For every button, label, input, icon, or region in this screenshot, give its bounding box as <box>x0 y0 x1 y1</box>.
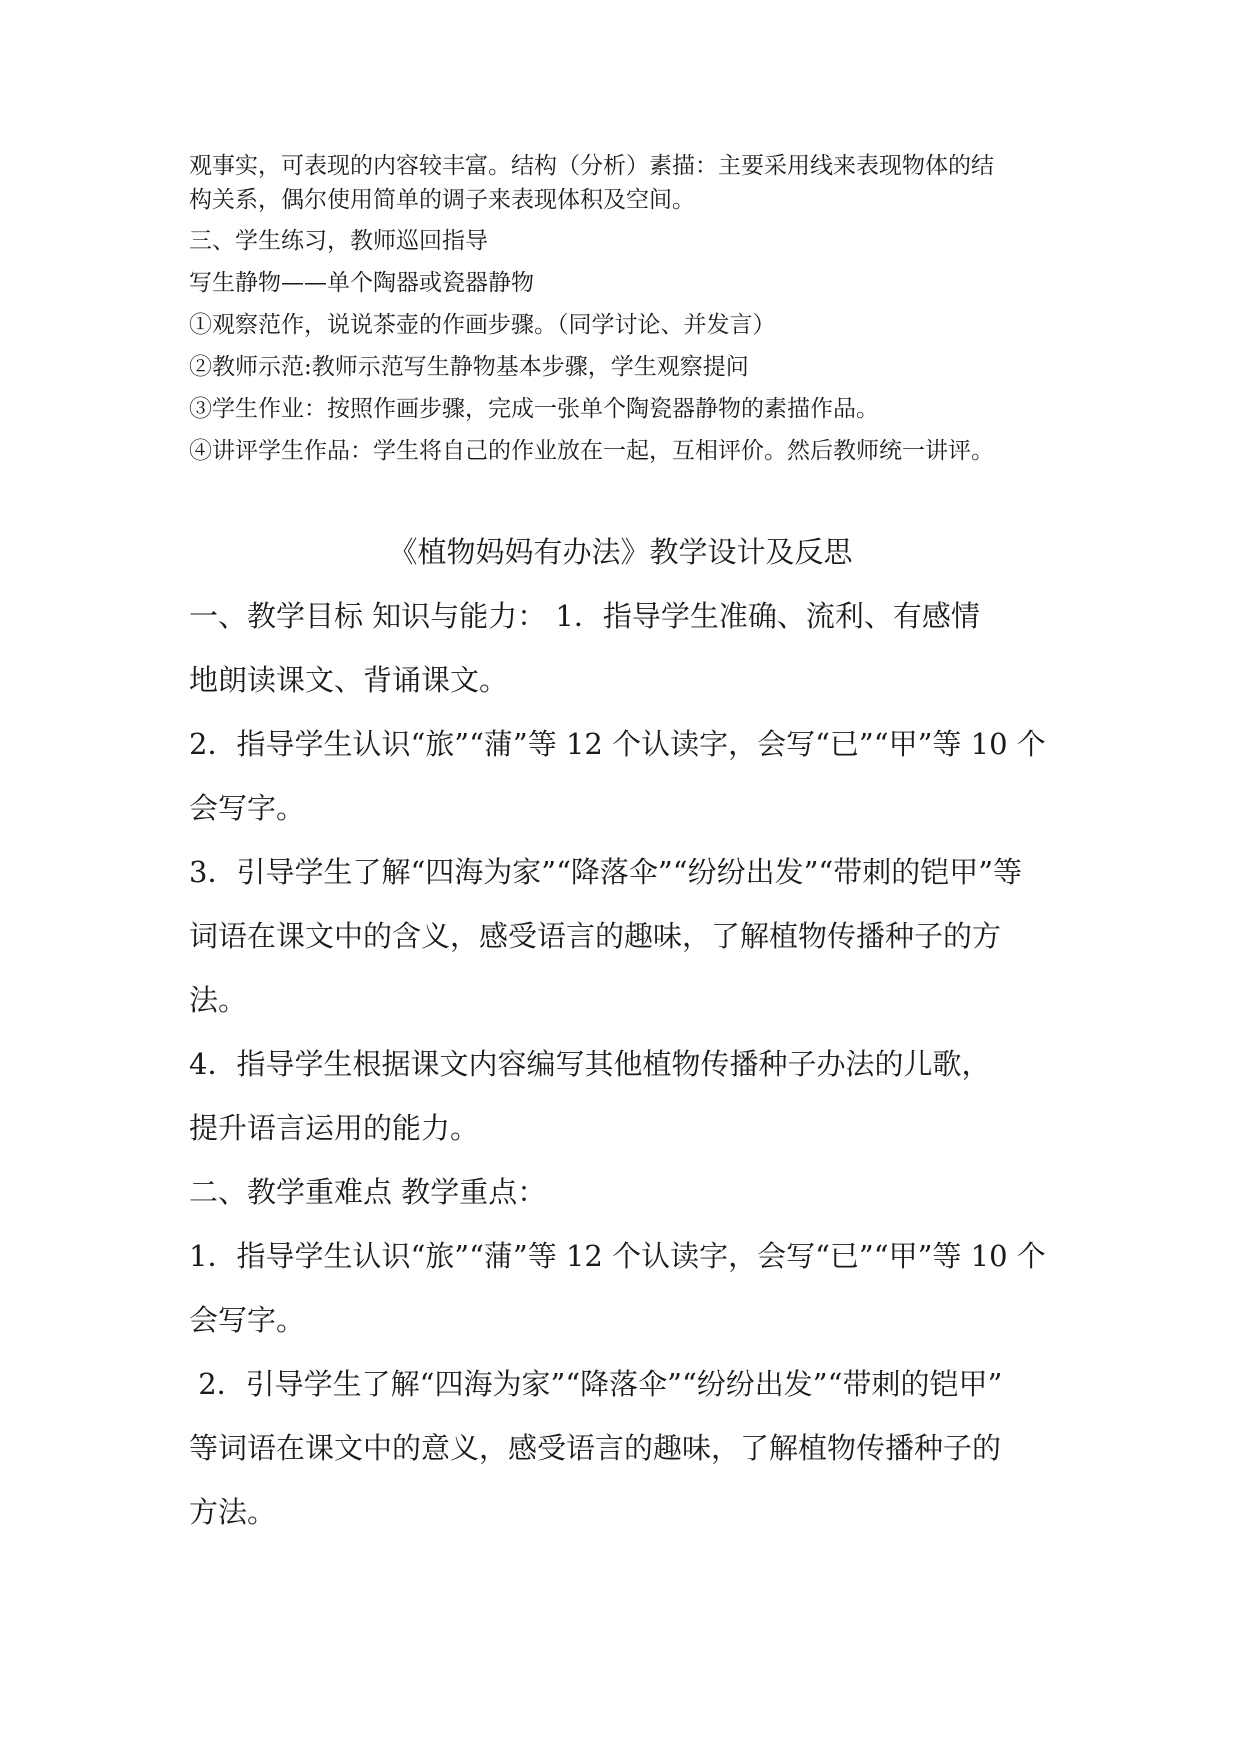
list-item: 2．指导学生认识“旅”“蒲”等 12 个认读字，会写“已”“甲”等 10 个 <box>189 727 1046 761</box>
paragraph-line: 观事实，可表现的内容较丰富。结构（分析）素描：主要采用线来表现物体的结 <box>189 153 994 179</box>
list-item: ①观察范作，说说茶壶的作画步骤。（同学讨论、并发言） <box>189 312 776 338</box>
paragraph-line: 会写字。 <box>189 791 306 825</box>
document-title: 《植物妈妈有办法》教学设计及反思 <box>388 535 853 569</box>
paragraph-line: 方法。 <box>189 1495 277 1529</box>
section-heading: 一、教学目标 知识与能力： 1．指导学生准确、流利、有感情 <box>189 599 980 633</box>
list-item: 3．引导学生了解“四海为家”“降落伞”“纷纷出发”“带刺的铠甲”等 <box>189 855 1023 889</box>
paragraph-line: 地朗读课文、背诵课文。 <box>189 663 509 697</box>
list-item: 4．指导学生根据课文内容编写其他植物传播种子办法的儿歌， <box>189 1047 991 1081</box>
list-item: ②教师示范:教师示范写生静物基本步骤，学生观察提问 <box>189 354 749 380</box>
list-item: 1．指导学生认识“旅”“蒲”等 12 个认读字，会写“已”“甲”等 10 个 <box>189 1239 1046 1273</box>
paragraph-line: 写生静物——单个陶器或瓷器静物 <box>189 270 534 296</box>
list-item: 2．引导学生了解“四海为家”“降落伞”“纷纷出发”“带刺的铠甲” <box>189 1367 1003 1401</box>
paragraph-line: 提升语言运用的能力。 <box>189 1111 480 1145</box>
section-heading: 三、学生练习，教师巡回指导 <box>189 228 488 254</box>
paragraph-line: 构关系，偶尔使用简单的调子来表现体积及空间。 <box>189 187 695 213</box>
paragraph-line: 等词语在课文中的意义，感受语言的趣味，了解植物传播种子的 <box>189 1431 1002 1465</box>
list-item: ④讲评学生作品：学生将自己的作业放在一起，互相评价。然后教师统一讲评。 <box>189 438 994 464</box>
section-heading: 二、教学重难点 教学重点： <box>189 1175 547 1209</box>
paragraph-line: 会写字。 <box>189 1303 306 1337</box>
list-item: ③学生作业：按照作画步骤，完成一张单个陶瓷器静物的素描作品。 <box>189 396 879 422</box>
paragraph-line: 词语在课文中的含义，感受语言的趣味，了解植物传播种子的方 <box>189 919 1002 953</box>
paragraph-line: 法。 <box>189 983 248 1017</box>
